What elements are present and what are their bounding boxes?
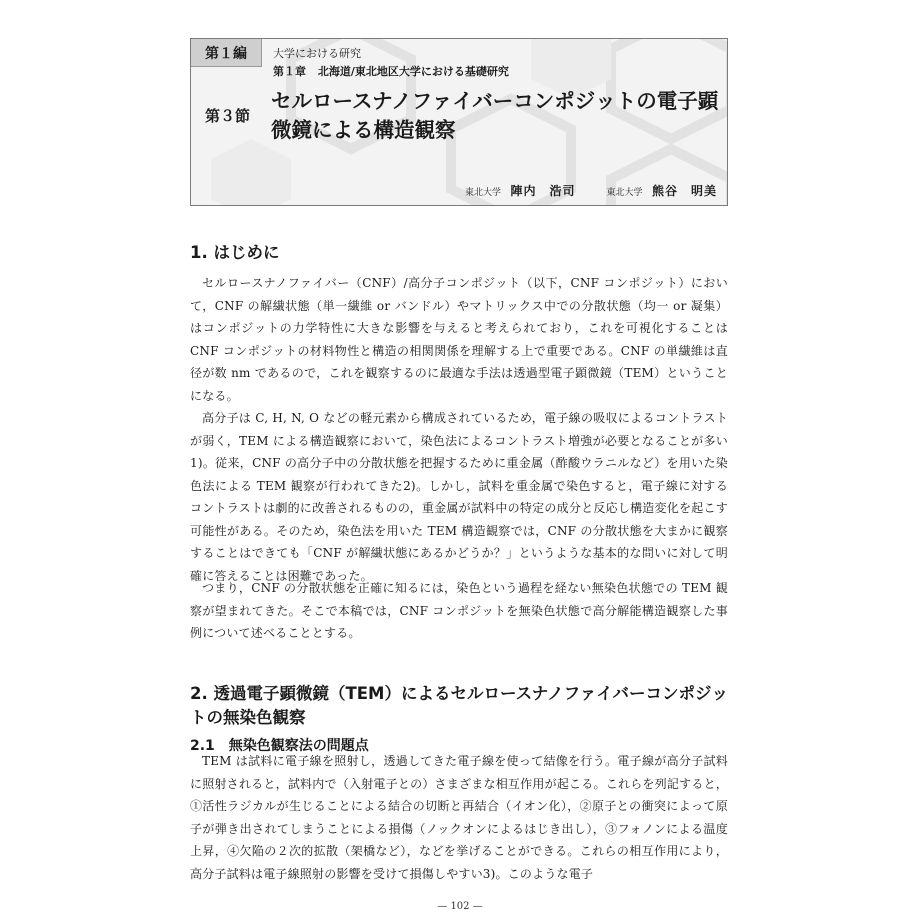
author-list (465, 182, 717, 199)
section-heading-tem: 2. 透過電子顕微鏡（TEM）によるセルロースナノファイバーコンポジットの無染色観察 (190, 684, 728, 727)
part-label: 第１編 (191, 39, 262, 67)
author-name: 熊谷 明美 (651, 184, 717, 198)
article-header-box (190, 38, 728, 206)
author-name: 陣内 浩司 (510, 184, 576, 198)
chapter-label: 第１章 (273, 65, 306, 78)
body-paragraph: セルロースナノファイバー（CNF）/高分子コンポジット（以下，CNF コンポジット）において，CNF の解繊状態（単一繊維 or バンドル）やマトリックス中での分散状態（均一 or 凝集）はコンポジットの力学特性に大きな影響を与えると考えられており，これを可視化することはCNF コンポジットの材料物性と構造の相関関係を理解する上で重要である。CNF の単繊維は直径が数 nm であるので，これを観察するのに最適な手法は透過型電子顕微鏡（TEM）ということになる。 (190, 276, 728, 403)
part-title: 大学における研究 (273, 47, 361, 60)
section-label: 第３節 (205, 107, 251, 125)
section-title: セルロースナノファイバーコンポジットの電子顕微鏡による構造観察 (271, 89, 719, 142)
body-paragraph: つまり，CNF の分散状態を正確に知るには，染色という過程を経ない無染色状態での TEM 観察が望まれてきた。そこで本稿では，CNF コンポジットを無染色状態で高分解能構造観察した事例について述べることとする。 (190, 581, 728, 640)
section-heading-introduction: 1. はじめに (190, 243, 280, 262)
author-affiliation: 東北大学 (464, 188, 501, 198)
chapter-line (273, 63, 509, 79)
author-affiliation: 東北大学 (606, 188, 643, 198)
page-number: — 102 — (437, 901, 483, 912)
chapter-title: 北海道/東北地区大学における基礎研究 (317, 65, 509, 78)
body-paragraph: 高分子は C, H, N, O などの軽元素から構成されているため，電子線の吸収によるコントラストが弱く，TEM による構造観察において，染色法によるコントラスト増強が必要となることが多い1)。従来，CNF の高分子中の分散状態を把握するために重金属（酢酸ウラニルなど）を用いた染色法による TEM 観察が行われてきた2)。しかし，試料を重金属で染色すると，電子線に対するコントラストは劇的に改善されるものの，重金属が試料中の特定の成分と反応し構造変化を起こす可能性がある。そのため，染色法を用いた TEM 構造観察では，CNF の分散状態を大まかに観察することはできても「CNF が解繊状態にあるかどうか？」というような基本的な問いに対して明確に答えることは困難であった。 (190, 411, 728, 583)
subsection-heading: 2.1 無染色観察法の問題点 (190, 738, 369, 754)
body-paragraph: TEM は試料に電子線を照射し，透過してきた電子線を使って結像を行う。電子線が高分子試料に照射されると，試料内で（入射電子との）さまざまな相互作用が起こる。これらを列記すると，①活性ラジカルが生じることによる結合の切断と再結合（イオン化），②原子との衝突によって原子が弾き出されてしまうことによる損傷（ノックオンによるはじき出し），③フォノンによる温度上昇，④欠陥の２次的拡散（架橋など），などを挙げることができる。これらの相互作用により，高分子試料は電子線照射の影響を受けて損傷しやすい3)。このような電子 (190, 754, 728, 881)
